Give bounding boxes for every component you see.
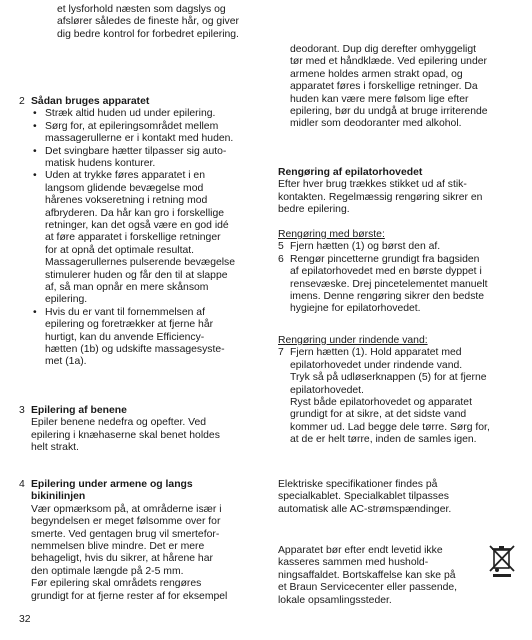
bullet-text-line: massagerullerne er i kontakt med huden. — [45, 133, 234, 145]
section-text-line: den optimale længde på 2-5 mm. — [31, 565, 184, 577]
step-text-line: Ryst både epilatorhovedet og apparatet — [290, 397, 472, 408]
bullet-text-line: epilering. — [45, 294, 88, 306]
section-number: 2 — [19, 96, 25, 107]
intro-line: dig bedre kontrol for forbedret epilering. — [57, 28, 239, 40]
step-text-line: epilatorhovedet under rindende vand. — [290, 359, 463, 371]
bullet-text-line: Massagerullernes pulserende bevægelse — [45, 257, 236, 269]
bullet-text-line: langsom glidende bevægelse mod — [45, 182, 204, 194]
bullet-text-line: for at opnå det optimale resultat. — [45, 244, 195, 256]
step-text-line: hygiejne for epilatorhovedet. — [290, 303, 421, 315]
bullet-text-line: Hvis du er vant til fornemmelsen af — [45, 306, 205, 318]
crossed-out-wheelie-bin-icon — [488, 543, 516, 579]
subheading: Rengøring med børste: — [278, 229, 385, 240]
section-text-line: Vær opmærksom på, at områderne især i — [31, 503, 222, 515]
continued-text-line: armene holdes armen strakt opad, og — [290, 68, 463, 80]
section-number: 3 — [19, 405, 25, 416]
section-text-line: grundigt for at fjerne rester af for eksempel — [31, 590, 228, 602]
step-text-line: epilatorhovedet. — [290, 384, 364, 396]
cleaning-text-line: Efter hver brug trækkes stikket ud af stik- — [278, 179, 467, 191]
section-text-line: Før epilering skal områdets rengøres — [31, 578, 202, 590]
section-title: Epilering under armene og langs — [31, 479, 193, 490]
step-text-line: Fjern hætten (1). Hold apparatet med — [290, 347, 462, 359]
step-text-line: af epilatorhovedet med en børste dyppet i — [290, 266, 482, 278]
step-text-line: rensevæske. Drej pincetelementet manuelt — [290, 278, 488, 290]
step-text-line: imens. Denne rengøring sikrer den bedste — [290, 291, 485, 302]
bullet-text-line: retninger, kan det også være en god idé — [45, 220, 229, 231]
step-text-line: Fjern hætten (1) og børst den af. — [290, 241, 441, 253]
disposal-text-line: lokale opsamlingssteder. — [278, 594, 392, 606]
step-number: 5 — [278, 241, 284, 253]
step-text-line: kommer ud. Lad begge dele tørre. Sørg for, — [290, 421, 490, 433]
disposal-text-line: kasseres sammen med hushold- — [278, 557, 429, 569]
bullet-text-line: met (1a). — [45, 356, 87, 368]
step-number: 6 — [278, 253, 284, 265]
cleaning-text-line: bedre epilering. — [278, 204, 350, 216]
section-text-line: begyndelsen er meget følsomme over for — [31, 516, 221, 528]
section-text-line: smerte. Ved gentagen brug vil smertefor- — [31, 528, 220, 540]
bullet-text-line: Det svingbare hætter tilpasser sig auto- — [45, 145, 227, 157]
continued-text-line: epilering, bør du undgå at bruge irriterende — [290, 106, 488, 117]
bullet-icon: • — [33, 108, 37, 120]
bullet-text-line: Stræk altid huden ud under epilering. — [45, 108, 216, 120]
intro-line: afslører således de fineste hår, og giver — [57, 16, 239, 28]
electrical-text-line: Elektriske specifikationer findes på — [278, 479, 438, 490]
bullet-text-line: hurtigt, kan du anvende Efficiency- — [45, 331, 205, 343]
bullet-icon: • — [33, 145, 37, 157]
continued-text-line: midler som deodoranter med alkohol. — [290, 118, 462, 130]
bullet-text-line: hætten (1b) og udskifte massagesyste- — [45, 344, 225, 355]
section-text-line: Epiler benene nedefra og opefter. Ved — [31, 417, 207, 429]
step-text-line: grundigt for at sikre, at det sidste vand — [290, 409, 467, 421]
continued-text-line: huden kan være mere følsom lige efter — [290, 93, 469, 105]
step-number: 7 — [278, 347, 284, 359]
electrical-text-line: automatisk alle AC-strømspændinger. — [278, 503, 452, 515]
electrical-text-line: specialkablet. Specialkablet tilpasses — [278, 491, 449, 503]
bullet-text-line: hårenes vokseretning i retning mod — [45, 195, 208, 207]
section-title: Sådan bruges apparatet — [31, 96, 150, 107]
bullet-text-line: Sørg for, at epileringsområdet mellem — [45, 120, 219, 132]
step-text-line: Rengør pincetterne grundigt fra bagsiden — [290, 253, 480, 265]
continued-text-line: deodorant. Dup dig derefter omhyggeligt — [290, 44, 476, 55]
bullet-text-line: Uden at trykke føres apparatet i en — [45, 170, 205, 182]
continued-text-line: tør med et håndklæde. Ved epilering under — [290, 56, 487, 68]
section-text-line: helt strakt. — [31, 442, 79, 454]
bullet-text-line: at føre apparatet i forskellige retninger — [45, 232, 221, 244]
subheading: Rengøring under rindende vand: — [278, 335, 428, 346]
bullet-text-line: afbryderen. Da hår kan gro i forskellige — [45, 207, 225, 219]
cleaning-text-line: kontakten. Regelmæssig rengøring sikrer en — [278, 191, 483, 203]
section-title: Rengøring af epilatorhovedet — [278, 167, 423, 178]
disposal-text-line: Apparatet bør efter endt levetid ikke — [278, 545, 443, 556]
section-title: bikinilinjen — [31, 491, 86, 503]
bullet-icon: • — [33, 306, 37, 318]
intro-line: et lysforhold næsten som dagslys og — [57, 4, 226, 15]
bullet-icon: • — [33, 120, 37, 132]
section-text-line: epilering i knæhaserne skal benet holdes — [31, 429, 220, 441]
bullet-text-line: af, så man opnår en mere skånsom — [45, 282, 209, 293]
section-title: Epilering af benene — [31, 405, 127, 416]
step-text-line: at de er helt tørre, inden de samles igen. — [290, 434, 477, 446]
page-number: 32 — [19, 614, 31, 625]
step-text-line: Tryk så på udløserknappen (5) for at fjerne — [290, 372, 487, 384]
bullet-text-line: stimulerer huden og får den til at slappe — [45, 269, 228, 281]
bullet-text-line: matisk hudens konturer. — [45, 158, 156, 169]
disposal-text-line: ningsaffaldet. Bortskaffelse kan ske på — [278, 569, 456, 581]
section-text-line: nemmelsen blive mindre. Det er mere — [31, 541, 205, 552]
section-number: 4 — [19, 479, 25, 490]
bullet-text-line: epilering og foretrækker at fjerne hår — [45, 319, 214, 331]
bullet-icon: • — [33, 170, 37, 182]
section-text-line: behageligt, hvis du sikrer, at hårene har — [31, 553, 213, 565]
continued-text-line: apparatet føres i forskellige retninger. Da — [290, 81, 478, 93]
disposal-text-line: et Braun Servicecenter eller passende, — [278, 582, 458, 594]
